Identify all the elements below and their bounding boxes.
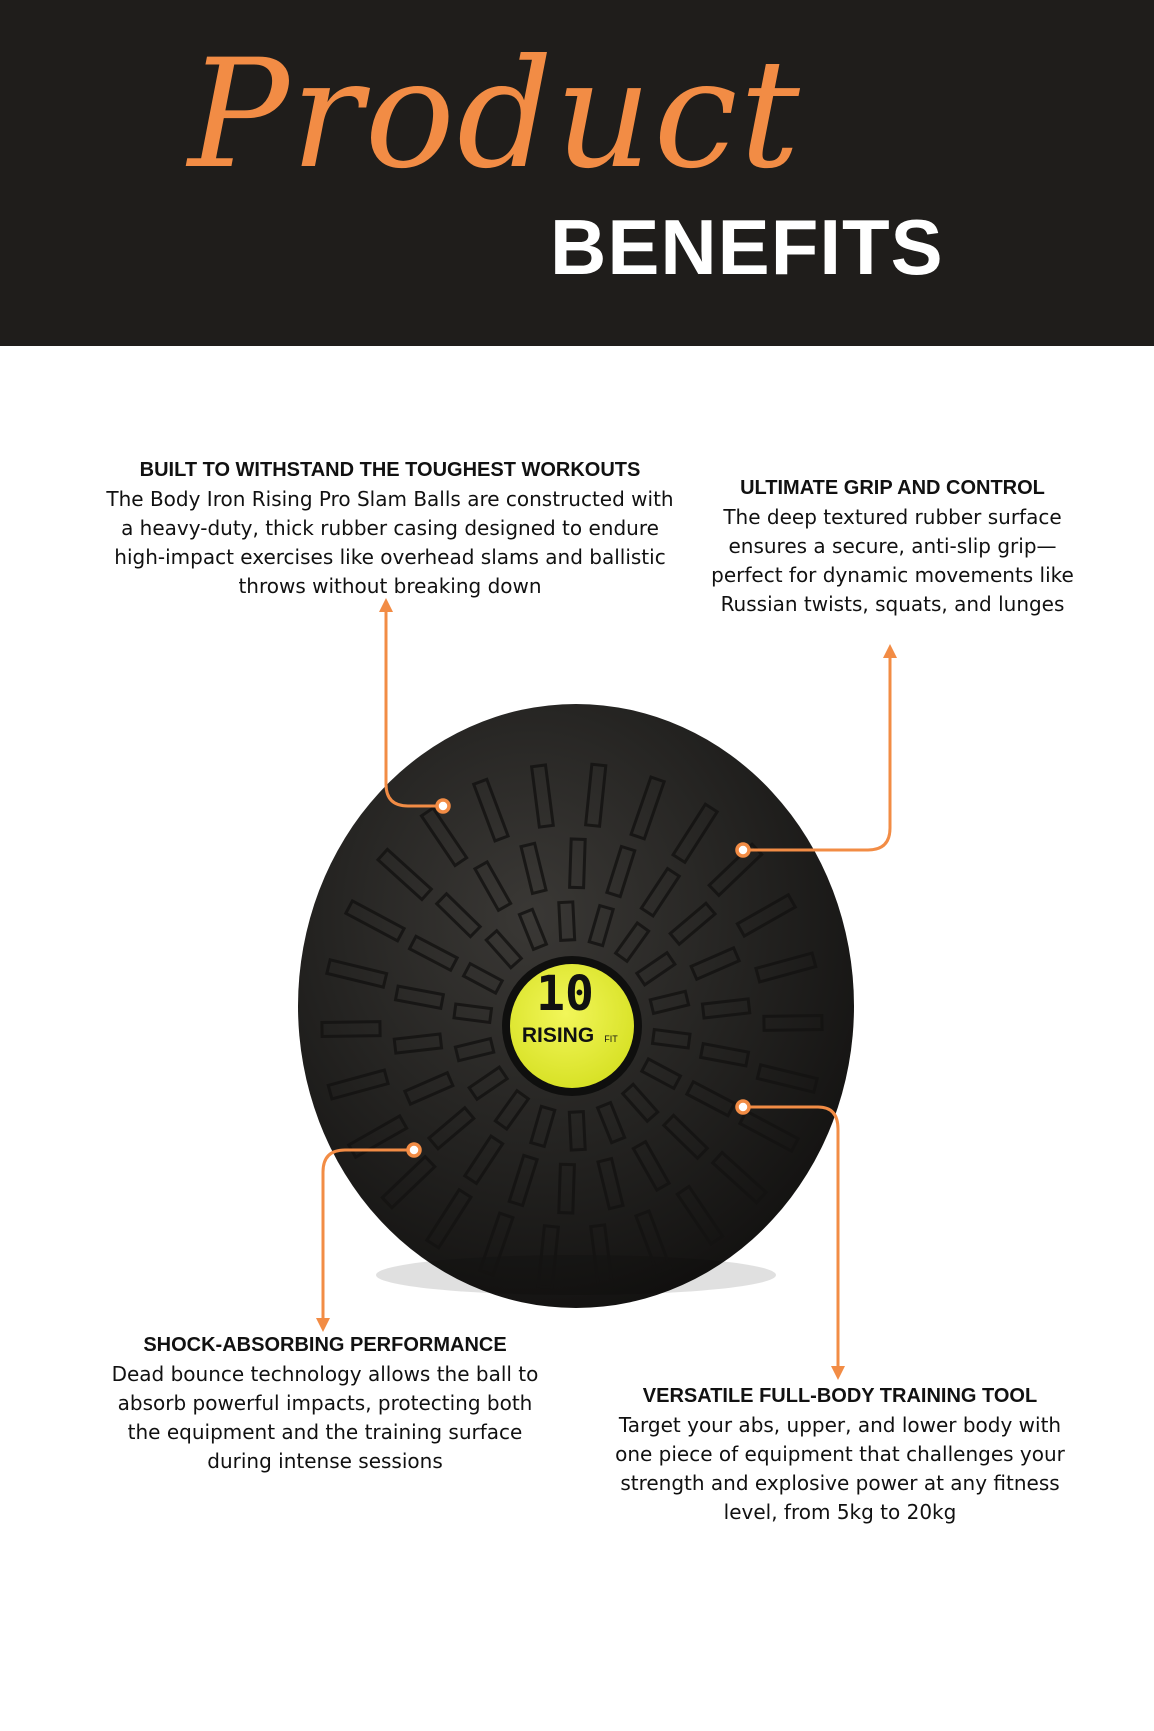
benefit-text: Target your abs, upper, and lower body with one piece of equipment that challenges your strength and explosive power at any fitness level, from 5kg to 20kg: [615, 1413, 1065, 1524]
script-title: Product: [188, 28, 802, 202]
ball-weight-label: 10: [536, 966, 594, 1022]
benefit-durability: [100, 456, 680, 601]
arrowhead-down: [316, 1318, 330, 1332]
benefit-text: The deep textured rubber surface ensures a secure, anti-slip grip—perfect for dynamic movements like Russian twists, squats, and lunges: [711, 505, 1074, 616]
ball-brand-sub-label: FIT: [604, 1034, 618, 1044]
ball-brand-label: RISING: [521, 1024, 595, 1047]
benefit-grip: [700, 474, 1085, 619]
benefit-title: BUILT TO WITHSTAND THE TOUGHEST WORKOUTS: [139, 459, 641, 481]
benefit-title: ULTIMATE GRIP AND CONTROL: [740, 477, 1045, 499]
benefit-shock-absorbing: [100, 1331, 550, 1476]
ball-shadow: [376, 1255, 776, 1295]
benefit-title: SHOCK-ABSORBING PERFORMANCE: [143, 1334, 507, 1356]
benefit-title: VERSATILE FULL-BODY TRAINING TOOL: [642, 1385, 1038, 1407]
callout-dot: [408, 1144, 420, 1156]
callout-dot: [737, 1101, 749, 1113]
benefit-versatile: [600, 1382, 1080, 1527]
page-title: BENEFITS: [550, 203, 944, 291]
benefit-text: The Body Iron Rising Pro Slam Balls are constructed with a heavy-duty, thick rubber casing designed to endure high-impact exercises like overhead slams and ballistic throws without breaking down: [106, 487, 674, 598]
benefit-text: Dead bounce technology allows the ball to absorb powerful impacts, protecting both the equipment and the training surface during intense sessions: [111, 1362, 539, 1473]
arrowhead-down: [831, 1366, 845, 1380]
callout-dot: [437, 800, 449, 812]
arrowhead-up: [883, 644, 897, 658]
callout-dot: [737, 844, 749, 856]
